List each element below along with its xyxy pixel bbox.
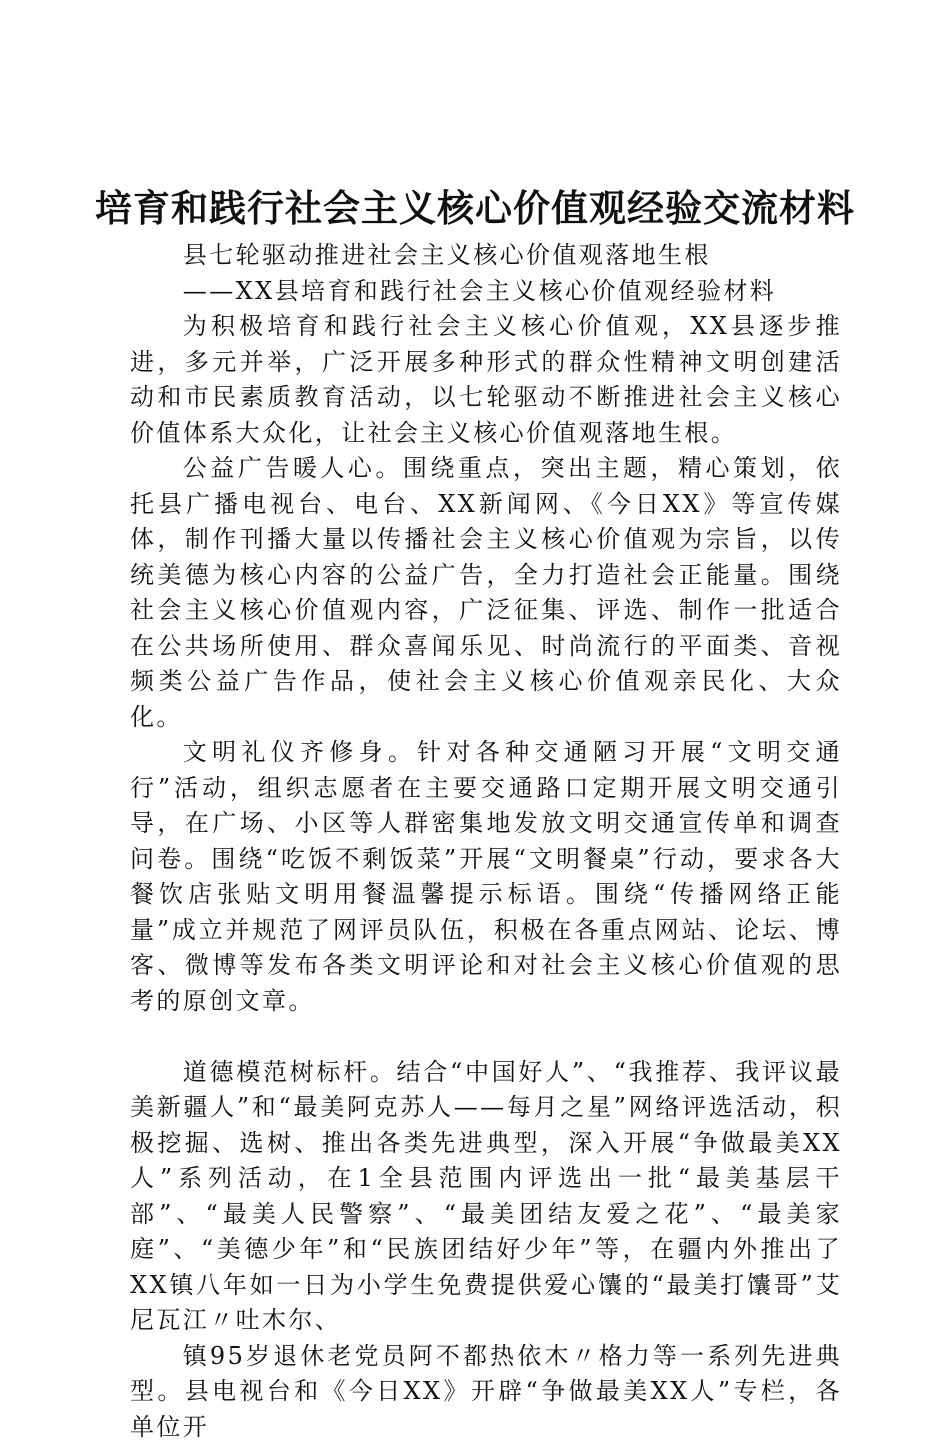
paragraph-continued: 镇95岁退休老党员阿不都热依木〃格力等一系列先进典型。县电视台和《今日XX》开辟“争做最美XX人”专栏，各单位开 — [130, 1339, 842, 1445]
paragraph-public-ads: 公益广告暖人心。围绕重点，突出主题，精心策划，依托县广播电视台、电台、XX新闻网、《今日XX》等宣传媒体，制作刊播大量以传播社会主义核心价值观为宗旨，以传统美德为核心内容的公益广告，全力打造社会正能量。围绕社会主义核心价值观内容，广泛征集、评选、制作一批适合在公共场所使用、群众喜闻乐见、时尚流行的平面类、音视频类公益广告作品，使社会主义核心价值观亲民化、大众化。 — [130, 451, 842, 735]
paragraph-etiquette: 文明礼仪齐修身。针对各种交通陋习开展“文明交通行”活动，组织志愿者在主要交通路口定期开展文明交通引导，在广场、小区等人群密集地发放文明交通宣传单和调查问卷。围绕“吃饭不剩饭菜”开展“文明餐桌”行动，要求各大餐饮店张贴文明用餐温馨提示标语。围绕“传播网络正能量”成立并规范了网评员队伍，积极在各重点网站、论坛、博客、微博等发布各类文明评论和对社会主义核心价值观的思考的原创文章。 — [130, 735, 842, 1019]
byline: ——XX县培育和践行社会主义核心价值观经验材料 — [130, 274, 842, 310]
document-body — [130, 238, 842, 1445]
subtitle: 县七轮驱动推进社会主义核心价值观落地生根 — [130, 238, 842, 274]
paragraph-moral-models: 道德模范树标杆。结合“中国好人”、“我推荐、我评议最美新疆人”和“最美阿克苏人——每月之星”网络评选活动，积极挖掘、选树、推出各类先进典型，深入开展“争做最美XX人”系列活动，在1全县范围内评选出一批“最美基层干部”、“最美人民警察”、“最美团结友爱之花”、“最美家庭”、“美德少年”和“民族团结好少年”等，在疆内外推出了XX镇八年如一日为小学生免费提供爱心馕的“最美打馕哥”艾尼瓦江〃吐木尔、 — [130, 1055, 842, 1339]
paragraph-intro: 为积极培育和践行社会主义核心价值观，XX县逐步推进，多元并举，广泛开展多种形式的群众性精神文明创建活动和市民素质教育活动，以七轮驱动不断推进社会主义核心价值体系大众化，让社会主义核心价值观落地生根。 — [130, 309, 842, 451]
document-title: 培育和践行社会主义核心价值观经验交流材料 — [0, 184, 950, 234]
